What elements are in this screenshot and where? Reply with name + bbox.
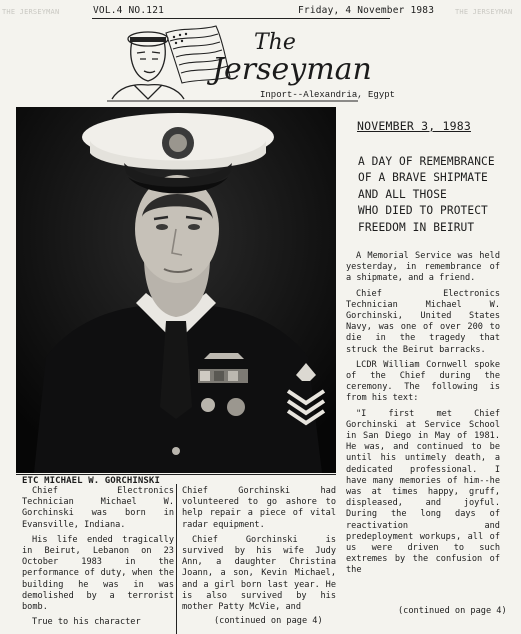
headline-line: WHO DIED TO PROTECT — [358, 204, 488, 218]
masthead-subtitle: Inport--Alexandria, Egypt — [260, 90, 396, 100]
continued-note-middle: (continued on page 4) — [214, 616, 323, 626]
headline-line: OF A BRAVE SHIPMATE — [358, 171, 488, 185]
article-paragraph: "I first met Chief Gorchinski at Service School in San Diego in May of 1981. He was, and continued to be until his untimely death, a dedicated professional. I have many memories of him--he was at times happy, gruff, displeased, and joyful. During the long days of reactivation and predeployment workups, all of us were driven to such extremes by the confusion of the — [346, 408, 500, 576]
issue-date: Friday, 4 November 1983 — [298, 5, 435, 16]
portrait-illustration — [16, 107, 336, 473]
article-paragraph: Chief Electronics Technician Michael W. Gorchinski, United States Navy, was one of over 200 to die in the tragedy that struck the Beirut barracks. — [346, 288, 500, 355]
article-paragraph: LCDR William Cornwell spoke of the Chief during the ceremony. The following is from his text: — [346, 359, 500, 404]
article-headline — [358, 154, 508, 236]
article-dateline: NOVEMBER 3, 1983 — [357, 119, 471, 133]
column-divider — [176, 484, 177, 634]
volume-number: VOL.4 NO.121 — [93, 5, 165, 16]
ghost-header-left: THE JERSEYMAN — [2, 8, 60, 16]
article-paragraph: His life ended tragically in Beirut, Lebanon on 23 October 1983 in the performance of duty, when the building he was in was demolished by a terrorist bomb. — [22, 534, 174, 613]
continued-note-right: (continued on page 4) — [398, 606, 507, 616]
article-middle-column — [182, 486, 336, 617]
photo-caption-rule — [16, 474, 336, 475]
article-paragraph: A Memorial Service was held yesterday, in remembrance of a shipmate, and a friend. — [346, 251, 500, 284]
headline-line: AND ALL THOSE — [358, 187, 447, 201]
masthead-title-the: The — [254, 30, 296, 55]
article-paragraph: Chief Gorchinski had volunteered to go ashore to help repair a piece of vital radar equipment. — [182, 486, 336, 530]
article-paragraph: Chief Gorchinski is survived by his wife Judy Ann, a daughter Christina Joann, a son, Kevin Michael, and a girl born last year. He is also survived by his mother Patty McVie, and — [182, 534, 336, 613]
masthead-sailor-flag-illustration — [104, 19, 396, 103]
masthead-title-jerseyman: Jerseyman — [212, 52, 372, 87]
portrait-photo — [16, 107, 336, 473]
ghost-header-right: THE JERSEYMAN — [455, 8, 513, 16]
headline-line: FREEDOM IN BEIRUT — [358, 220, 475, 234]
article-paragraph: Chief Electronics Technician Michael W. Gorchinski was born in Evansville, Indiana. — [22, 486, 174, 530]
headline-line: A DAY OF REMEMBRANCE — [358, 155, 495, 168]
masthead — [104, 19, 396, 103]
photo-caption: ETC MICHAEL W. GORCHINSKI — [22, 476, 160, 486]
article-right-column — [346, 251, 500, 581]
article-paragraph: True to his character — [32, 617, 141, 628]
article-left-column — [22, 486, 174, 632]
